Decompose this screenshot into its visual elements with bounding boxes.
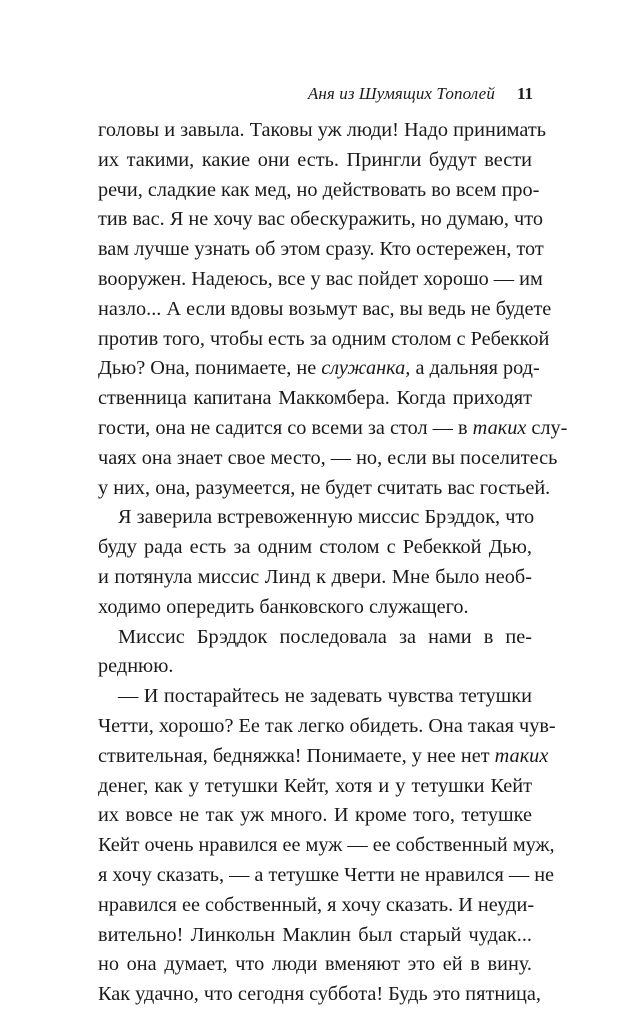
text-segment: ствительная, бедняжка! Понимаете, у нее нет (98, 744, 495, 767)
text-segment: буду рада есть за одним столом с Ребеккой Дью, (98, 536, 532, 559)
text-segment: Как удачно, что сегодня суббота! Будь это пятница, (98, 983, 541, 1006)
text-segment: тив вас. Я не хочу вас обескуражить, но думаю, что (98, 208, 543, 231)
text-segment: вительно! Линкольн Маклин был старый чудак... (98, 923, 532, 946)
text-line (98, 503, 535, 533)
text-segment: против того, чтобы есть за одним столом с Ребеккой (98, 327, 550, 350)
text-line (98, 474, 551, 504)
text-line (98, 950, 532, 980)
text-line (98, 742, 549, 772)
text-segment: но она думает, что люди вменяют это ей в вину. (98, 953, 532, 976)
body-text (98, 116, 568, 1010)
text-line (98, 384, 532, 414)
text-line (98, 682, 532, 712)
text-segment: вам лучше узнать об этом сразу. Кто остережен, тот (98, 238, 544, 261)
italic-text: таких (494, 744, 549, 767)
text-line (98, 354, 540, 384)
text-segment: их вовсе не так уж много. И кроме того, тетушке (98, 804, 532, 827)
running-header (98, 84, 533, 106)
text-segment: головы и завыла. Таковы уж люди! Надо принимать (98, 119, 546, 141)
text-line (98, 146, 532, 176)
text-line (98, 712, 556, 742)
text-segment: ходимо опередить банковского служащего. (98, 595, 469, 618)
text-line (98, 891, 535, 921)
text-segment: гости, она не садится со всеми за стол — в (98, 416, 473, 439)
text-segment: у них, она, разумеется, не будет считать вас гостьей. (98, 476, 551, 499)
text-segment: речи, сладкие как мед, но действовать во всем про- (98, 178, 540, 201)
text-segment: чаях она знает свое место, — но, если вы поселитесь (98, 446, 558, 469)
text-line (98, 325, 550, 355)
text-segment: вооружен. Надеюсь, все у вас пойдет хорошо — им (98, 267, 543, 290)
text-segment: реднюю. (98, 655, 174, 678)
text-segment: а дальняя род- (410, 357, 540, 380)
italic-text: служанка, (321, 357, 411, 380)
text-segment: Миссис Брэддок последовала за нами в пе- (118, 625, 532, 648)
page-number: 11 (516, 84, 533, 103)
text-line (98, 205, 543, 235)
text-segment: нравился ее собственный, я хочу сказать. И неуди- (98, 893, 535, 916)
text-line (98, 980, 541, 1010)
text-line (98, 176, 540, 206)
text-line (98, 652, 532, 682)
text-segment: ственница капитана Маккомбера. Когда приходят (98, 387, 532, 410)
text-segment: — И постарайтесь не задевать чувства тетушки (118, 685, 532, 708)
text-line (98, 563, 532, 593)
text-line (98, 831, 555, 861)
text-line (98, 116, 546, 146)
text-segment: назло... А если вдовы возьмут вас, вы ведь не будете (98, 297, 552, 320)
text-line (98, 623, 532, 653)
text-line (98, 921, 532, 951)
text-segment: и потянула миссис Линд к двери. Мне было необ- (98, 565, 532, 588)
text-segment: Кейт очень нравился ее муж — ее собственный муж, (98, 834, 555, 857)
text-line (98, 861, 555, 891)
text-segment: Четти, хорошо? Ее так легко обидеть. Она такая чув- (98, 714, 556, 737)
text-line (98, 295, 552, 325)
text-segment: Дью? Она, понимаете, не (98, 357, 322, 380)
text-segment: их такими, какие они есть. Прингли будут вести (98, 148, 532, 171)
text-line (98, 533, 532, 563)
text-segment: я хочу сказать, — а тетушке Четти не нравился — не (98, 863, 555, 886)
text-line (98, 444, 558, 474)
running-title: Аня из Шумящих Тополей (307, 84, 495, 103)
text-line (98, 801, 532, 831)
text-segment: денег, как у тетушки Кейт, хотя и у тетушки Кейт (98, 774, 532, 797)
text-line (98, 772, 532, 802)
italic-text: таких (472, 416, 527, 439)
text-line (98, 235, 544, 265)
text-segment: Я заверила встревоженную миссис Брэддок, что (118, 506, 535, 529)
text-segment: слу- (526, 416, 568, 439)
text-line (98, 414, 568, 444)
text-line (98, 593, 532, 623)
text-line (98, 265, 543, 295)
